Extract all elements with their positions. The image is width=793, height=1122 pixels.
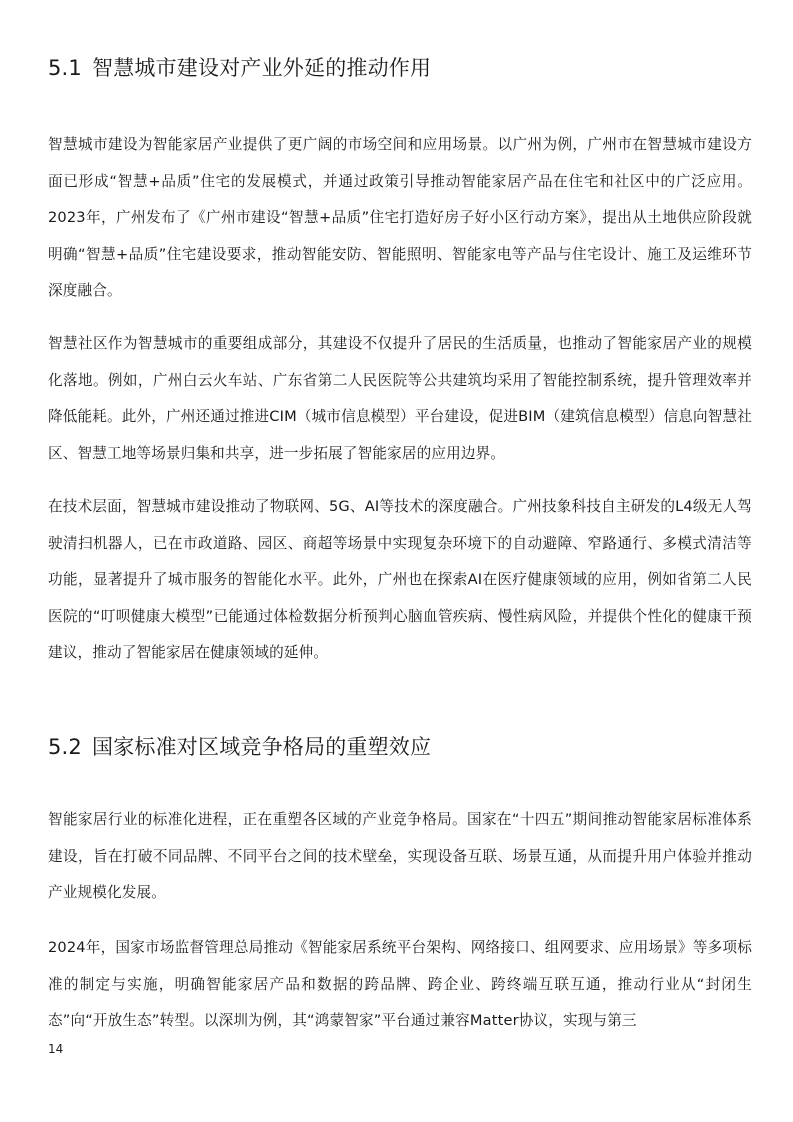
body-paragraph: 智能家居行业的标准化进程，正在重塑各区域的产业竞争格局。国家在“十四五”期间推动智能家居标准体系建设，旨在打破不同品牌、不同平台之间的技术壁垒，实现设备互联、场景互通，从而提升用户体验并推动产业规模化发展。 bbox=[48, 811, 752, 902]
section-number: 5.2 bbox=[48, 735, 82, 759]
body-paragraph: 智慧社区作为智慧城市的重要组成部分，其建设不仅提升了居民的生活质量，也推动了智能家居产业的规模化落地。例如，广州白云火车站、广东省第二人民医院等公共建筑均采用了智能控制系统，提升管理效率并降低能耗。此外，广州还通过推进CIM（城市信息模型）平台建设，促进BIM（建筑信息模型）信息向智慧社区、智慧工地等场景归集和共享，进一步拓展了智能家居的应用边界。 bbox=[48, 335, 752, 462]
section-title: 智慧城市建设对产业外延的推动作用 bbox=[92, 56, 432, 80]
section-number: 5.1 bbox=[48, 56, 82, 80]
body-paragraph: 智慧城市建设为智能家居产业提供了更广阔的市场空间和应用场景。以广州为例，广州市在智慧城市建设方面已形成“智慧+品质”住宅的发展模式，并通过政策引导推动智能家居产品在住宅和社区中的广泛应用。2023年，广州发布了《广州市建设“智慧+品质”住宅打造好房子好小区行动方案》，提出从土地供应阶段就明确“智慧+品质”住宅建设要求，推动智能安防、智能照明、智能家电等产品与住宅设计、施工及运维环节深度融合。 bbox=[48, 136, 752, 300]
body-paragraph: 在技术层面，智慧城市建设推动了物联网、5G、AI等技术的深度融合。广州技象科技自主研发的L4级无人驾驶清扫机器人，已在市政道路、园区、商超等场景中实现复杂环境下的自动避障、窄路通行、多模式清洁等功能，显著提升了城市服务的智能化水平。此外，广州也在探索AI在医疗健康领域的应用，例如省第二人民医院的“叮呗健康大模型”已能通过体检数据分析预判心脑血管疾病、慢性病风险，并提供个性化的健康干预建议，推动了智能家居在健康领域的延伸。 bbox=[48, 498, 752, 662]
section-title: 国家标准对区域竞争格局的重塑效应 bbox=[92, 735, 432, 759]
section-heading-5-2 bbox=[48, 733, 431, 761]
body-paragraph: 2024年，国家市场监督管理总局推动《智能家居系统平台架构、网络接口、组网要求、应用场景》等多项标准的制定与实施，明确智能家居产品和数据的跨品牌、跨企业、跨终端互联互通，推动行业从“封闭生态”向“开放生态”转型。以深圳为例，其“鸿蒙智家”平台通过兼容Matter协议，实现与第三 bbox=[48, 939, 752, 1030]
page-number: 14 bbox=[48, 1042, 64, 1056]
section-heading-5-1 bbox=[48, 54, 431, 82]
